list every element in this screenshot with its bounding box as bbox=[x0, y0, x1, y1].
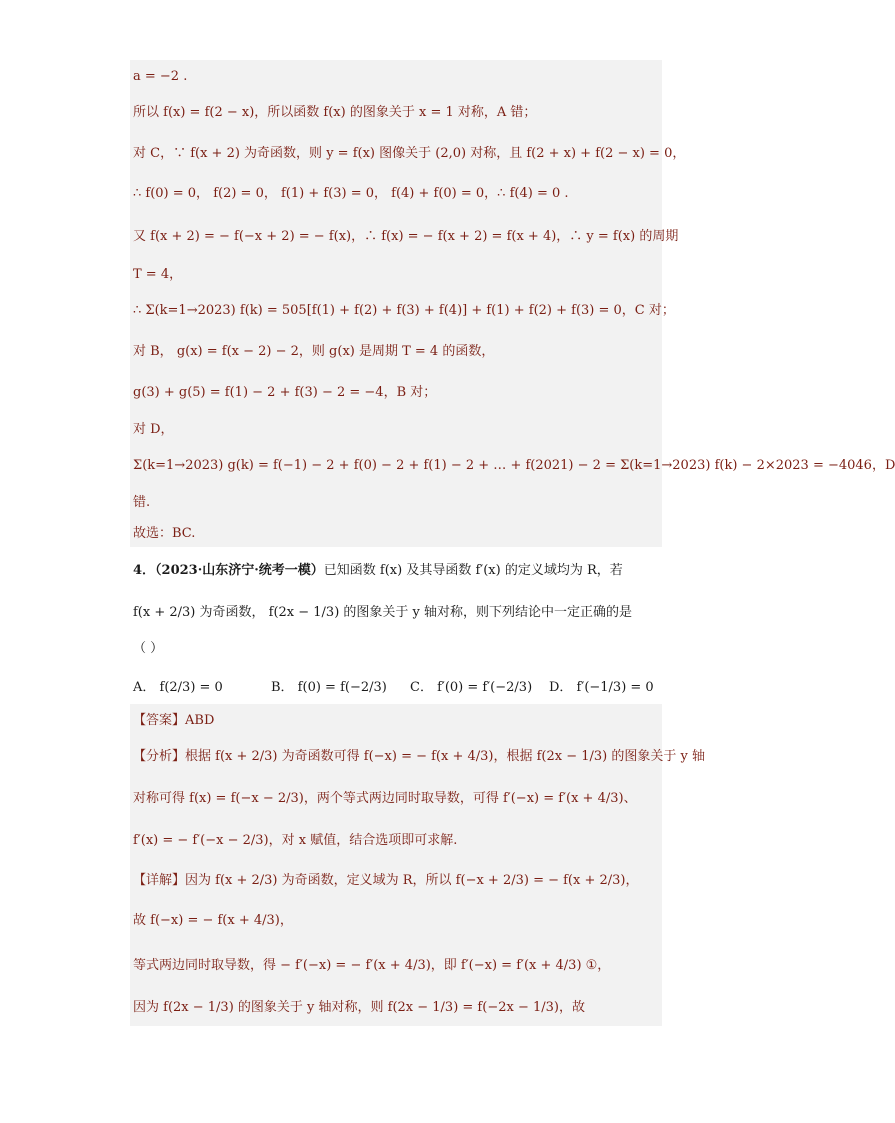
solution-line: 又 f(x + 2) = − f(−x + 2) = − f(x)，∴ f(x) = − f(x + 2) = f(x + 4)，∴ y = f(x) 的周期 bbox=[133, 229, 679, 244]
question-number: 4． bbox=[133, 563, 156, 578]
option-b: B． f(0) = f(−2/3) bbox=[271, 680, 387, 695]
option-d: D． f′(−1/3) = 0 bbox=[549, 680, 654, 695]
detail-line: 故 f(−x) = − f(x + 4/3)， bbox=[133, 913, 293, 928]
solution-line: a = −2 . bbox=[133, 69, 188, 84]
question-stem-3: （ ） bbox=[133, 641, 164, 656]
option-c: C． f′(0) = f′(−2/3) bbox=[410, 680, 533, 695]
solution-line: T = 4， bbox=[133, 267, 183, 282]
solution-line: 对 D， bbox=[133, 422, 174, 437]
question-header bbox=[133, 562, 623, 580]
solution-line: 对 B， g(x) = f(x − 2) − 2，则 g(x) 是周期 T = 4 的函数， bbox=[133, 344, 495, 359]
detail-line: 因为 f(2x − 1/3) 的图象关于 y 轴对称，则 f(2x − 1/3) = f(−2x − 1/3)，故 bbox=[133, 1000, 585, 1015]
option-a: A． f(2/3) = 0 bbox=[133, 680, 223, 695]
analysis-line: 对称可得 f(x) = f(−x − 2/3)，两个等式两边同时取导数，可得 f′(−x) = f′(x + 4/3)、 bbox=[133, 791, 637, 806]
solution-line: g(3) + g(5) = f(1) − 2 + f(3) − 2 = −4，B 对； bbox=[133, 385, 437, 400]
solution-line: Σ(k=1→2023) g(k) = f(−1) − 2 + f(0) − 2 + f(1) − 2 + … + f(2021) − 2 = Σ(k=1→2023) f(k) − 2×2023 = −4046，D bbox=[133, 458, 895, 473]
question-stem-2: f(x + 2/3) 为奇函数， f(2x − 1/3) 的图象关于 y 轴对称，则下列结论中一定正确的是 bbox=[133, 605, 633, 620]
solution-line: ∴ f(0) = 0， f(2) = 0， f(1) + f(3) = 0， f(4) + f(0) = 0，∴ f(4) = 0 . bbox=[133, 186, 569, 201]
detail-line: 【详解】因为 f(x + 2/3) 为奇函数，定义域为 R，所以 f(−x + 2/3) = − f(x + 2/3)， bbox=[133, 873, 639, 888]
analysis-line: 【分析】根据 f(x + 2/3) 为奇函数可得 f(−x) = − f(x + 4/3)，根据 f(2x − 1/3) 的图象关于 y 轴 bbox=[133, 749, 706, 764]
question-source: （2023·山东济宁·统考一模） bbox=[155, 563, 324, 578]
solution-line: 故选：BC. bbox=[133, 526, 196, 541]
detail-line: 等式两边同时取导数，得 − f′(−x) = − f′(x + 4/3)，即 f′(−x) = f′(x + 4/3) ①， bbox=[133, 958, 611, 973]
solution-line: ∴ Σ(k=1→2023) f(k) = 505[f(1) + f(2) + f(3) + f(4)] + f(1) + f(2) + f(3) = 0，C 对； bbox=[133, 303, 675, 318]
solution-line: 所以 f(x) = f(2 − x)，所以函数 f(x) 的图象关于 x = 1 对称，A 错； bbox=[133, 105, 537, 120]
answer-line: 【答案】ABD bbox=[133, 713, 215, 728]
solution-line: 错. bbox=[133, 495, 151, 510]
analysis-line: f′(x) = − f′(−x − 2/3)，对 x 赋值，结合选项即可求解. bbox=[133, 833, 458, 848]
solution-line: 对 C，∵ f(x + 2) 为奇函数，则 y = f(x) 图像关于 (2,0) 对称，且 f(2 + x) + f(2 − x) = 0， bbox=[133, 146, 686, 161]
question-stem-1: 已知函数 f(x) 及其导函数 f′(x) 的定义域均为 R，若 bbox=[323, 563, 623, 578]
